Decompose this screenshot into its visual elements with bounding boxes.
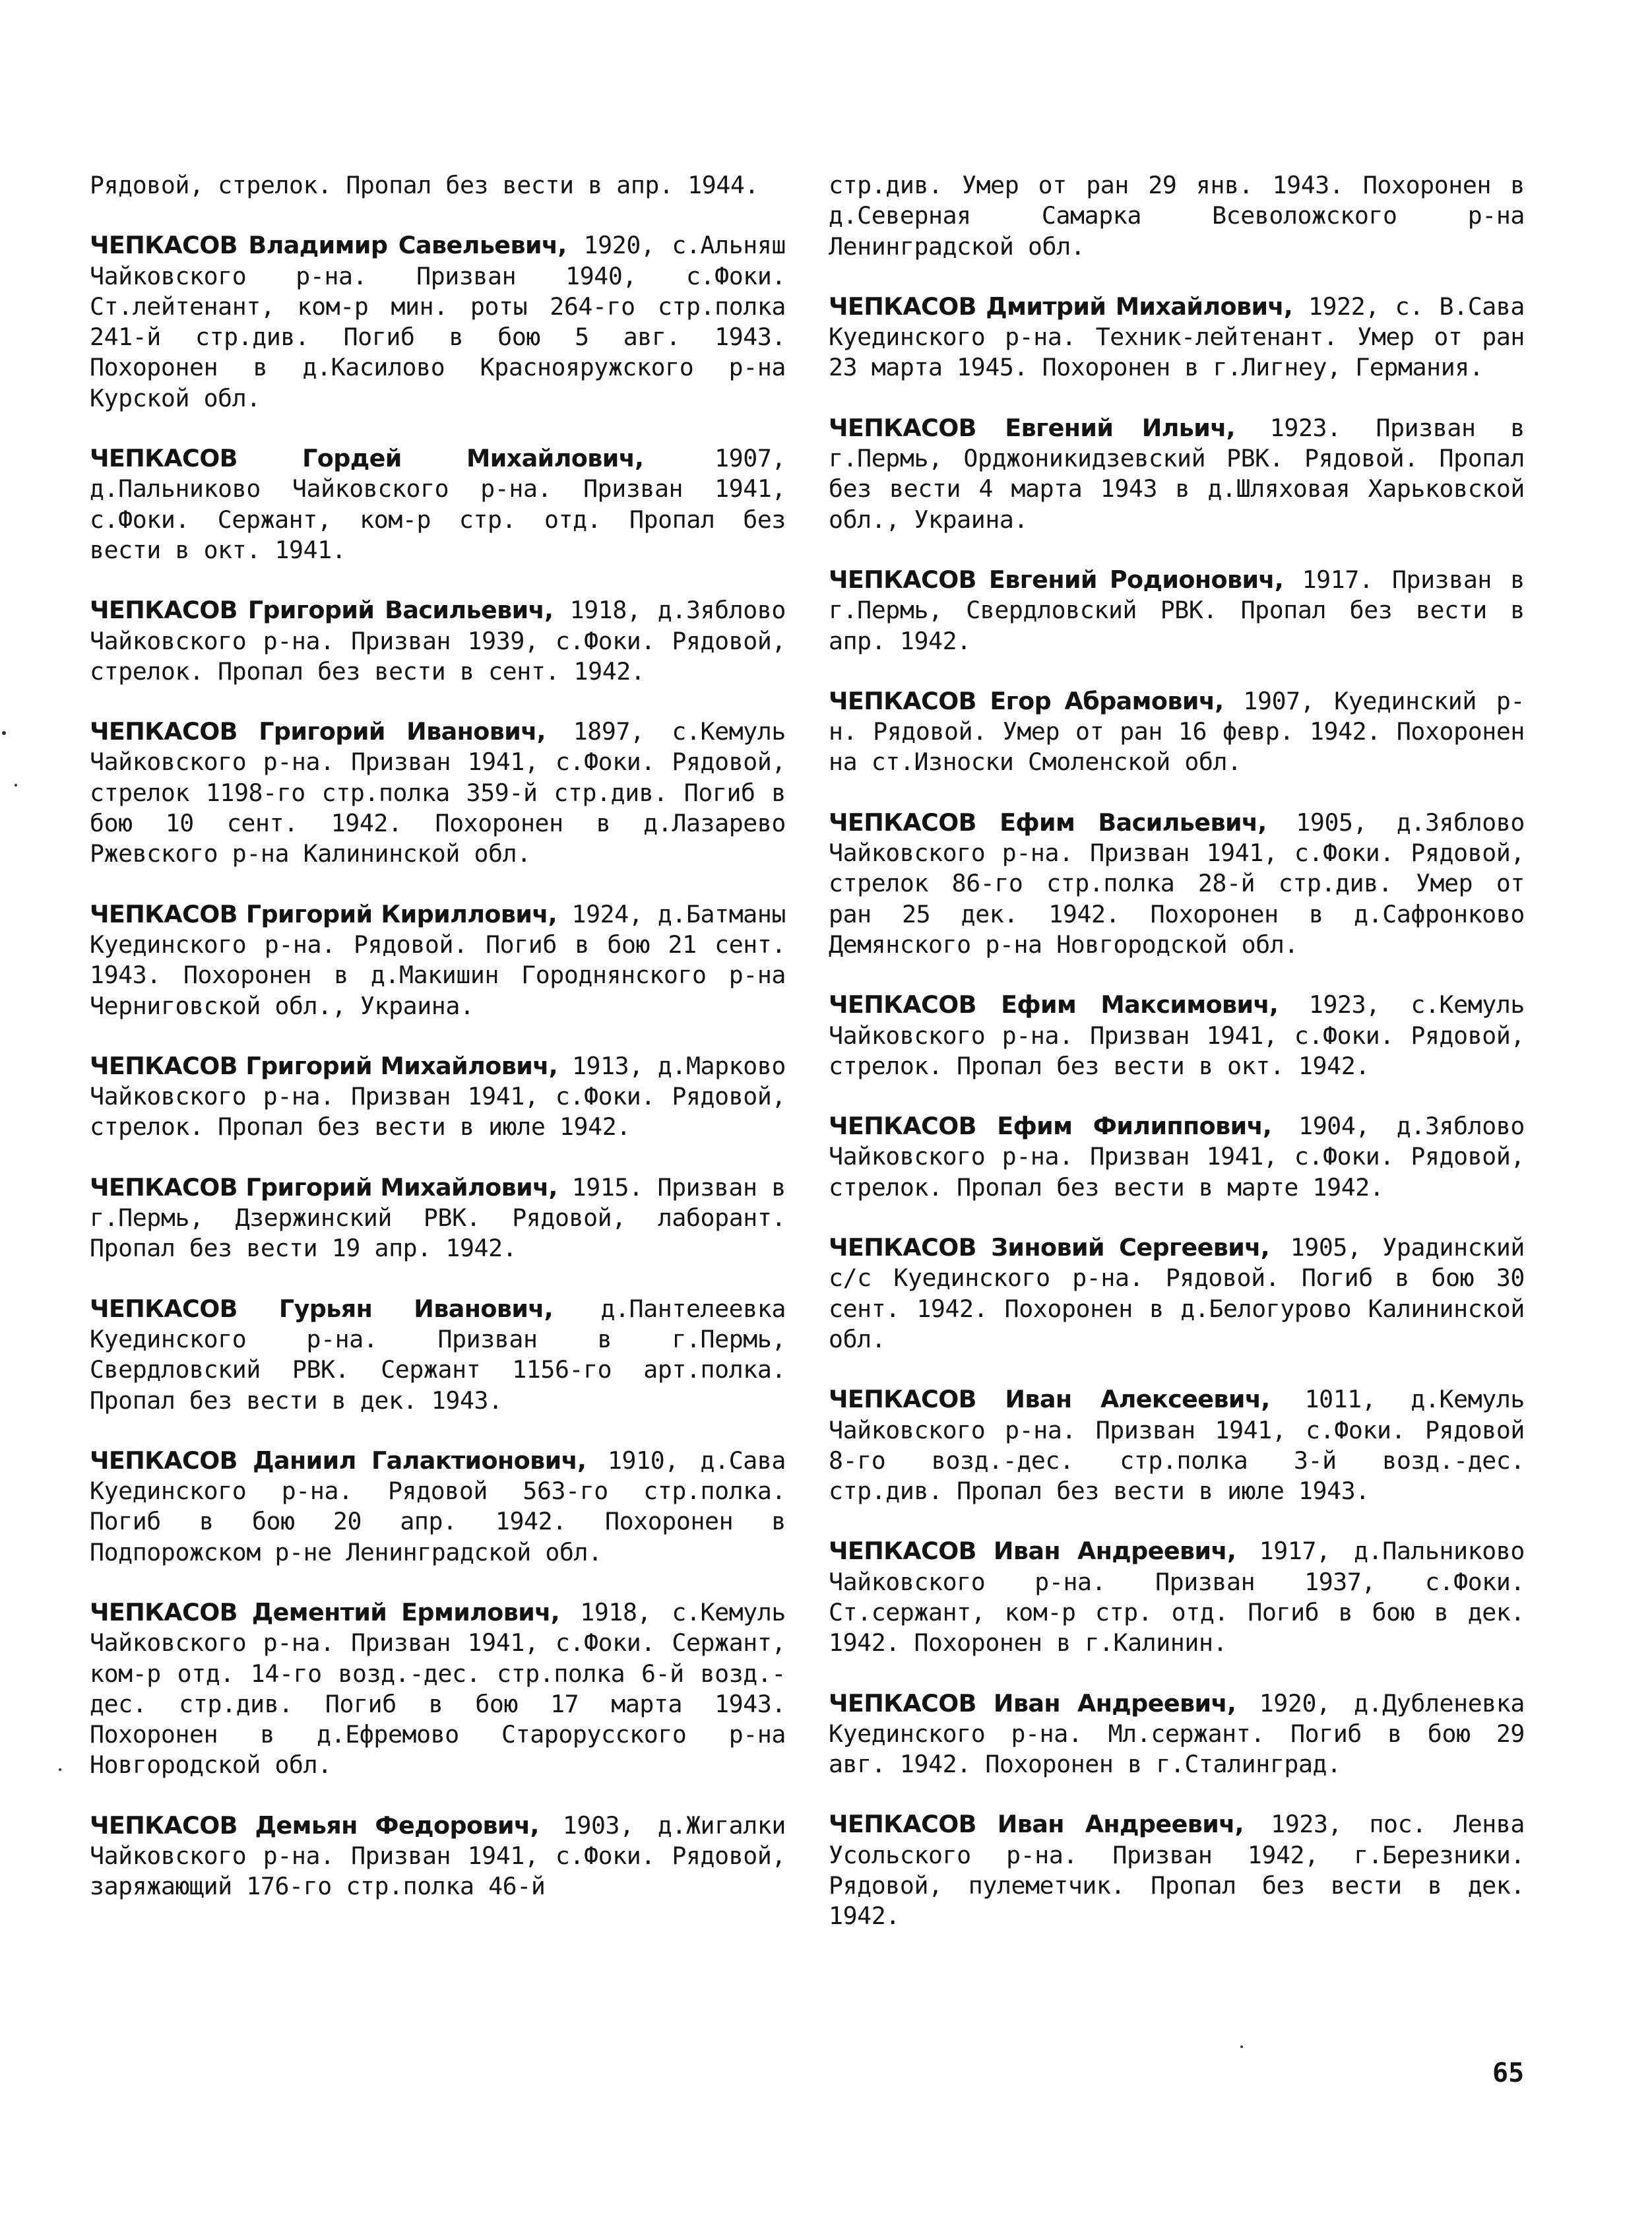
entry-text: 1904, д.Зяблово Чайковского р-на. Призван 1941, с.Фоки. Рядовой, стрелок. Пропал без вести в марте 1942. [829,1112,1525,1202]
right-column [829,170,1525,1962]
entry [829,1384,1525,1506]
scan-speck [2,731,6,735]
entry [90,1051,786,1143]
entry [90,1173,786,1264]
entry [90,595,786,687]
scan-speck [1240,2045,1243,2048]
entry [829,1233,1525,1355]
entry [90,717,786,869]
entry-name: ЧЕПКАСОВ Евгений Родионович, [829,565,1284,594]
entry-name: ЧЕПКАСОВ Гурьян Иванович, [90,1294,554,1323]
entry-text: Рядовой, стрелок. Пропал без вести в апр. 1944. [90,171,759,199]
entry-continuation [90,170,786,201]
entry-name: ЧЕПКАСОВ Григорий Михайлович, [90,1051,557,1080]
entry [829,413,1525,535]
entry-name: ЧЕПКАСОВ Иван Андреевич, [829,1688,1236,1718]
entry [829,990,1525,1081]
scan-speck [59,1768,61,1771]
entry-text: 1923, с.Кемуль Чайковского р-на. Призван 1941, с.Фоки. Рядовой, стрелок. Пропал без вести в окт. 1942. [829,990,1525,1080]
left-column [90,170,786,1932]
entry-name: ЧЕПКАСОВ Иван Андреевич, [829,1537,1236,1566]
entry-name: ЧЕПКАСОВ Владимир Савельевич, [90,231,567,260]
entry-name: ЧЕПКАСОВ Ефим Васильевич, [829,808,1267,837]
entry-text: 1917, д.Пальниково Чайковского р-на. Призван 1937, с.Фоки. Ст.сержант, ком-р стр. отд. Погиб в бою в дек. 1942. Похоронен в г.Калинин. [829,1537,1525,1657]
entry-text: 1907, Куединский р-н. Рядовой. Умер от ран 16 февр. 1942. Похоронен на ст.Износки Смоленской обл. [829,686,1525,777]
entry-text: 1923, пос. Ленва Усольского р-на. Призван 1942, г.Березники. Рядовой, пулеметчик. Пропал без вести в дек. 1942. [829,1810,1525,1931]
entry-name: ЧЕПКАСОВ Дмитрий Михайлович, [829,292,1293,321]
entry [90,443,786,565]
entry-name: ЧЕПКАСОВ Даниил Галактионович, [90,1446,587,1475]
entry-text: 1910, д.Сава Куединского р-на. Рядовой 563-го стр.полка. Погиб в бою 20 апр. 1942. Похоронен в Подпорожском р-не Ленинградской обл. [90,1446,786,1566]
page-number: 65 [1492,2058,1525,2088]
entry-name: ЧЕПКАСОВ Иван Алексеевич, [829,1385,1270,1414]
entry-text: 1897, с.Кемуль Чайковского р-на. Призван 1941, с.Фоки. Рядовой, стрелок 1198-го стр.полка 359-й стр.див. Погиб в бою 10 сент. 1942. Похоронен в д.Лазарево Ржевского р-на Калининской обл. [90,717,786,868]
entry-name: ЧЕПКАСОВ Демьян Федорович, [90,1811,539,1840]
entry-name: ЧЕПКАСОВ Евгений Ильич, [829,413,1235,442]
entry [829,1688,1525,1780]
entry [90,230,786,414]
entry [829,1111,1525,1203]
entry-text: 1924, д.Батманы Куединского р-на. Рядовой. Погиб в бою 21 сент. 1943. Похоронен в д.Макишин Городнянского р-на Черниговской обл., Украина. [90,899,786,1020]
entry-name: ЧЕПКАСОВ Зиновий Сергеевич, [829,1233,1270,1262]
entry-name: ЧЕПКАСОВ Ефим Максимович, [829,990,1279,1019]
entry-text: 1011, д.Кемуль Чайковского р-на. Призван 1941, с.Фоки. Рядовой 8-го возд.-дес. стр.полка 3-й возд.-дес. стр.див. Пропал без вести в июле 1943. [829,1385,1525,1506]
entry-text: 1903, д.Жигалки Чайковского р-на. Призван 1941, с.Фоки. Рядовой, заряжающий 176-го стр.полка 46-й [90,1811,786,1901]
entry-name: ЧЕПКАСОВ Григорий Васильевич, [90,596,554,625]
entry [829,565,1525,657]
entry [90,1294,786,1416]
entry-name: ЧЕПКАСОВ Ефим Филиппович, [829,1112,1272,1141]
entry [90,1597,786,1781]
entry-text: 1905, д.Зяблово Чайковского р-на. Призван 1941, с.Фоки. Рядовой, стрелок 86-го стр.полка 28-й стр.див. Умер от ран 25 дек. 1942. Похоронен в д.Сафронково Демянского р-на Новгородской обл. [829,808,1525,959]
entry-text: 1920, д.Дубленевка Куединского р-на. Мл.сержант. Погиб в бою 29 авг. 1942. Похоронен в г.Сталинград. [829,1688,1525,1779]
entry [829,1536,1525,1658]
entry-text: 1918, д.Зяблово Чайковского р-на. Призван 1939, с.Фоки. Рядовой, стрелок. Пропал без вести в сент. 1942. [90,596,786,686]
entry-text: 1913, д.Марково Чайковского р-на. Призван 1941, с.Фоки. Рядовой, стрелок. Пропал без вести в июле 1942. [90,1051,786,1141]
entry [90,1446,786,1568]
entry [829,292,1525,383]
entry-name: ЧЕПКАСОВ Григорий Михайлович, [90,1173,557,1202]
entry-name: ЧЕПКАСОВ Гордей Михайлович, [90,444,644,473]
entry [90,1811,786,1902]
entry [829,686,1525,778]
entry [829,808,1525,960]
entry-text: д.Пантелеевка Куединского р-на. Призван в г.Пермь, Свердловский РВК. Сержант 1156-го арт.полка. Пропал без вести в дек. 1943. [90,1294,786,1415]
entry [829,1809,1525,1931]
entry-name: ЧЕПКАСОВ Егор Абрамович, [829,686,1224,715]
entry-name: ЧЕПКАСОВ Дементий Ермилович, [90,1597,559,1626]
entry-text: 1905, Урадинский с/с Куединского р-на. Рядовой. Погиб в бою 30 сент. 1942. Похоронен в д.Белогурово Калининской обл. [829,1233,1525,1353]
entry-continuation [829,170,1525,262]
entry-name: ЧЕПКАСОВ Григорий Кириллович, [90,899,557,928]
entry-name: ЧЕПКАСОВ Григорий Иванович, [90,717,546,746]
entry-text: 1923. Призван в г.Пермь, Орджоникидзевский РВК. Рядовой. Пропал без вести 4 марта 1943 в д.Шляховая Харьковской обл., Украина. [829,413,1525,534]
entry-text: 1922, с. В.Сава Куединского р-на. Техник-лейтенант. Умер от ран 23 марта 1945. Похоронен в г.Лигнеу, Германия. [829,292,1525,382]
entry-name: ЧЕПКАСОВ Иван Андреевич, [829,1810,1244,1839]
entry [90,899,786,1021]
entry-text: 1918, с.Кемуль Чайковского р-на. Призван 1941, с.Фоки. Сержант, ком-р отд. 14-го возд.-дес. стр.полка 6-й возд.-дес. стр.див. Погиб в бою 17 марта 1943. Похоронен в д.Ефремово Старорусского р-на Новгородской обл. [90,1597,786,1780]
entry-text: 1907, д.Пальниково Чайковского р-на. Призван 1941, с.Фоки. Сержант, ком-р стр. отд. Пропал без вести в окт. 1941. [90,444,786,564]
entry-text: 1920, с.Альняш Чайковского р-на. Призван 1940, с.Фоки. Ст.лейтенант, ком-р мин. роты 264-го стр.полка 241-й стр.див. Погиб в бою 5 авг. 1943. Похоронен в д.Касилово Краснояружского р-на Курской обл. [90,231,786,412]
entry-text: стр.див. Умер от ран 29 янв. 1943. Похоронен в д.Северная Самарка Всеволожского р-на Ленинградской обл. [829,171,1525,261]
scan-speck [15,784,17,787]
entry-text: 1915. Призван в г.Пермь, Дзержинский РВК. Рядовой, лаборант. Пропал без вести 19 апр. 1942. [90,1173,786,1263]
entry-text: 1917. Призван в г.Пермь, Свердловский РВК. Пропал без вести в апр. 1942. [829,565,1525,655]
